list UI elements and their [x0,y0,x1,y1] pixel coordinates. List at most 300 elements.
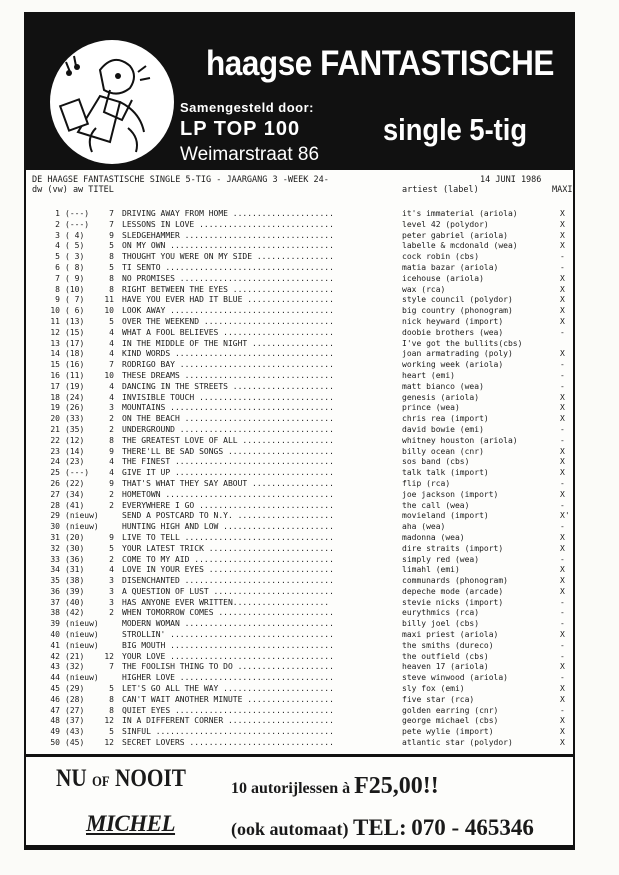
chart-entry [32,349,572,360]
previous-position: (28) [65,694,85,704]
song-title: A QUESTION OF LUST ......................... [122,586,334,596]
song-title: GIVE IT UP ................................. [122,468,334,478]
maxi-flag: X [560,586,565,596]
previous-position: (nieuw) [65,619,99,629]
artist-label: aha (wea) [402,522,446,532]
song-title: TI SENTO ................................... [122,262,334,272]
weeks: 4 [109,565,114,575]
maxi-flag: X [560,316,565,326]
song-title: LOOK AWAY .................................. [122,306,334,316]
artist-label: atlantic star (polydor) [402,738,513,748]
column-headers: dw (vw) aw TITEL [32,185,114,195]
artist-label: sly fox (emi) [402,684,465,694]
chart-entry [32,662,572,673]
position: 39 [50,619,60,629]
chart-entry [32,673,572,684]
song-title: STROLLIN' .................................. [122,630,334,640]
song-title: SECRET LOVERS .............................. [122,738,334,748]
maxi-flag: - [560,640,565,650]
ad-lessons-count: 10 [231,780,247,797]
ad-headline [56,765,186,793]
position: 10 [50,306,60,316]
position: 48 [50,716,60,726]
weeks: 2 [109,608,114,618]
position: 30 [50,522,60,532]
maxi-flag: - [560,608,565,618]
artist-label: labelle & mcdonald (wea) [402,241,518,251]
position: 31 [50,532,60,542]
artist-label: stevie nicks (import) [402,597,504,607]
maxi-flag: - [560,673,565,683]
song-title: HOMETOWN ................................... [122,489,334,499]
song-title: QUIET EYES ................................. [122,705,334,715]
song-title: KIND WORDS ................................. [122,349,334,359]
previous-position: (32) [65,662,85,672]
weeks: 5 [109,543,114,553]
song-title: IN THE MIDDLE OF THE NIGHT ................. [122,338,334,348]
previous-position: (43) [65,727,85,737]
previous-position: (42) [65,608,85,618]
previous-position: (31) [65,565,85,575]
previous-position: ( 5) [65,241,85,251]
song-title: OVER THE WEEKEND ........................... [122,316,334,326]
page-subtitle: single 5-tig [383,112,528,147]
previous-position: (nieuw) [65,673,99,683]
weeks: 3 [109,597,114,607]
chart-meta [32,175,573,195]
song-title: HAVE YOU EVER HAD IT BLUE .................. [122,295,334,305]
maxi-flag: X [560,630,565,640]
edition-date: 14 JUNI 1986 [480,175,542,185]
previous-position: (---) [65,209,90,218]
previous-position: (21) [65,651,85,661]
previous-position: (20) [65,532,85,542]
weeks: 10 [104,370,114,380]
artist-label: doobie brothers (wea) [402,327,504,337]
position: 47 [50,705,60,715]
ad-price: F25,00!! [354,773,439,799]
artist-label: level 42 (polydor) [402,219,489,229]
ad-automatic: (ook automaat) [231,819,349,839]
position: 46 [50,694,60,704]
weeks: 8 [109,694,114,704]
maxi-flag: - [560,262,565,272]
weeks: 9 [109,230,114,240]
chart-entry [32,371,572,382]
chart-entry [32,231,572,242]
chart-entry [32,263,572,274]
previous-position: (36) [65,554,85,564]
weeks: 2 [109,414,114,424]
chart-entry [32,587,572,598]
position: 33 [50,554,60,564]
song-title: YOUR LATEST TRICK .......................... [122,543,334,553]
position: 13 [50,338,60,348]
previous-position: (nieuw) [65,522,99,532]
maxi-flag: X [560,727,565,737]
ad-now: NU [56,765,87,792]
previous-position: (15) [65,327,85,337]
position: 21 [50,424,60,434]
page-title: haagse FANTASTISCHE [206,44,554,83]
song-title: THOUGHT YOU WERE ON MY SIDE ................ [122,252,334,262]
position: 3 [55,230,60,240]
previous-position: (45) [65,738,85,748]
artist-label: genesis (ariola) [402,392,480,402]
ad-or: OF [92,774,110,790]
position: 26 [50,478,60,488]
chart-entry [32,522,572,533]
chart-entry [32,684,572,695]
artist-label: depeche mode (arcade) [402,586,504,596]
chart-entry [32,285,572,296]
song-title: SLEDGEHAMMER ............................... [122,230,334,240]
weeks: 7 [109,219,114,229]
song-title: MODERN WOMAN ............................... [122,619,334,629]
song-title: RIGHT BETWEEN THE EYES ..................... [122,284,334,294]
weeks: 12 [104,651,114,661]
position: 9 [55,295,60,305]
previous-position: ( 8) [65,262,85,272]
weeks: 8 [109,435,114,445]
previous-position: (41) [65,500,85,510]
weeks: 9 [109,532,114,542]
maxi-flag: - [560,554,565,564]
maxi-flag: - [560,500,565,510]
chart-entry [32,630,572,641]
position: 7 [55,273,60,283]
previous-position: (14) [65,446,85,456]
song-title: THESE DREAMS ............................... [122,370,334,380]
previous-position: (10) [65,284,85,294]
chart-entry [32,252,572,263]
song-title: HUNTING HIGH AND LOW ....................... [122,522,334,532]
source-name: LP TOP 100 [180,118,301,140]
chart-entry [32,295,572,306]
maxi-flag: X [560,446,565,456]
song-title: DISENCHANTED ............................... [122,576,334,586]
song-title: DRIVING AWAY FROM HOME ..................... [122,209,334,218]
chart-entry [32,306,572,317]
previous-position: ( 6) [65,306,85,316]
chart-entry [32,608,572,619]
song-title: CAN'T WAIT ANOTHER MINUTE .................. [122,694,334,704]
song-title: RODRIGO BAY ................................ [122,360,334,370]
weeks: 12 [104,716,114,726]
song-title: THERE'LL BE SAD SONGS ...................... [122,446,334,456]
position: 24 [50,457,60,467]
artist-label: style council (polydor) [402,295,513,305]
chart-entry [32,738,572,749]
weeks: 4 [109,381,114,391]
previous-position: (nieuw) [65,511,99,521]
position: 22 [50,435,60,445]
maxi-flag: - [560,705,565,715]
song-title: LET'S GO ALL THE WAY ....................... [122,684,334,694]
previous-position: ( 3) [65,252,85,262]
maxi-flag: X [560,230,565,240]
song-title: DANCING IN THE STREETS ..................... [122,381,334,391]
position: 2 [55,219,60,229]
maxi-flag: X [560,295,565,305]
song-title: LIVE TO TELL ............................... [122,532,334,542]
position: 44 [50,673,60,683]
maxi-flag: - [560,522,565,532]
position: 15 [50,360,60,370]
position: 14 [50,349,60,359]
song-title: SINFUL ..................................... [122,727,334,737]
source-address: Weimarstraat 86 [180,144,320,165]
previous-position: (23) [65,457,85,467]
artist-label: heart (emi) [402,370,455,380]
weeks: 3 [109,576,114,586]
chart-entry [32,339,572,350]
position: 17 [50,381,60,391]
artist-label: steve winwood (ariola) [402,673,508,683]
song-title: THAT'S WHAT THEY SAY ABOUT ................. [122,478,334,488]
song-title: THE FINEST ................................. [122,457,334,467]
position: 37 [50,597,60,607]
song-title: BIG MOUTH .................................. [122,640,334,650]
previous-position: (39) [65,586,85,596]
previous-position: (35) [65,424,85,434]
ad-school-name: MICHEL [86,811,176,836]
song-title: INVISIBLE TOUCH ............................ [122,392,334,402]
previous-position: (29) [65,684,85,694]
chart-entry [32,241,572,252]
maxi-flag: - [560,435,565,445]
edition-line: DE HAAGSE FANTASTISCHE SINGLE 5-TIG - JAARGANG 3 -WEEK 24- [32,175,329,185]
weeks: 3 [109,403,114,413]
chart-entry [32,328,572,339]
artist-label: joan armatrading (poly) [402,349,513,359]
position: 49 [50,727,60,737]
weeks: 4 [109,327,114,337]
chart-entry [32,393,572,404]
weeks: 10 [104,306,114,316]
previous-position: ( 7) [65,295,85,305]
position: 38 [50,608,60,618]
maxi-flag: - [560,381,565,391]
chart-entry [32,619,572,630]
chart-entry [32,447,572,458]
previous-position: (40) [65,597,85,607]
chart-entry [32,403,572,414]
artist-label: sos band (cbs) [402,457,470,467]
position: 50 [50,738,60,748]
maxi-flag: - [560,478,565,488]
mascot-illustration [40,32,180,172]
artist-label: golden earring (cnr) [402,705,499,715]
weeks: 9 [109,478,114,488]
compiled-by-label: Samengesteld door: [180,100,314,115]
chart-entry [32,360,572,371]
position: 19 [50,403,60,413]
weeks: 4 [109,338,114,348]
artist-label: heaven 17 (ariola) [402,662,489,672]
weeks: 2 [109,489,114,499]
position: 28 [50,500,60,510]
maxi-flag: X [560,209,565,218]
artist-label: simply red (wea) [402,554,480,564]
song-title: EVERYWHERE I GO ............................ [122,500,334,510]
weeks: 2 [109,424,114,434]
maxi-flag: X [560,565,565,575]
position: 12 [50,327,60,337]
previous-position: (34) [65,489,85,499]
previous-position: ( 9) [65,273,85,283]
weeks: 7 [109,209,114,218]
artist-label: icehouse (ariola) [402,273,484,283]
maxi-flag: X [560,684,565,694]
chart-entry [32,641,572,652]
chart-entry [32,382,572,393]
artist-label: billy joel (cbs) [402,619,480,629]
chart-entry [32,425,572,436]
chart-entry [32,695,572,706]
artist-label: the smiths (dureco) [402,640,494,650]
weeks: 5 [109,727,114,737]
artist-column-header: artiest (label) [402,185,479,195]
weeks: 7 [109,662,114,672]
position: 35 [50,576,60,586]
position: 43 [50,662,60,672]
maxi-flag: X [560,414,565,424]
previous-position: (nieuw) [65,640,99,650]
maxi-flag: X [560,392,565,402]
artist-label: david bowie (emi) [402,424,484,434]
chart-entry [32,565,572,576]
weeks: 5 [109,684,114,694]
song-title: SEND A POSTCARD TO N.Y. .................... [122,511,334,521]
maxi-flag: X [560,284,565,294]
chart-entry [32,414,572,425]
weeks: 3 [109,586,114,596]
previous-position: (19) [65,381,85,391]
previous-position: (30) [65,543,85,553]
weeks: 12 [104,738,114,748]
song-title: COME TO MY AID ............................. [122,554,334,564]
chart-entry [32,501,572,512]
maxi-flag: X [560,662,565,672]
maxi-flag: X [560,349,565,359]
position: 8 [55,284,60,294]
previous-position: (26) [65,403,85,413]
song-title: ON MY OWN .................................. [122,241,334,251]
weeks: 8 [109,273,114,283]
artist-label: matt bianco (wea) [402,381,484,391]
weeks: 8 [109,284,114,294]
chart-entry [32,274,572,285]
position: 23 [50,446,60,456]
position: 42 [50,651,60,661]
position: 5 [55,252,60,262]
position: 18 [50,392,60,402]
artist-label: movieland (import) [402,511,489,521]
artist-label: five star (rca) [402,694,475,704]
position: 25 [50,468,60,478]
artist-label: peter gabriel (ariola) [402,230,508,240]
weeks: 5 [109,241,114,251]
chart-list [32,209,572,749]
weeks: 5 [109,316,114,326]
artist-label: cock robin (cbs) [402,252,480,262]
song-title: LESSONS IN LOVE ............................ [122,219,334,229]
weeks: 5 [109,262,114,272]
previous-position: ( 4) [65,230,85,240]
previous-position: (18) [65,349,85,359]
maxi-flag: X [560,738,565,748]
maxi-flag: X [560,306,565,316]
song-title: IN A DIFFERENT CORNER ...................... [122,716,334,726]
song-title: ON THE BEACH ............................... [122,414,334,424]
chart-entry [32,468,572,479]
artist-label: prince (wea) [402,403,460,413]
position: 16 [50,370,60,380]
artist-label: nick heyward (import) [402,316,504,326]
chart-entry [32,317,572,328]
chart-entry [32,544,572,555]
artist-label: madonna (wea) [402,532,465,542]
position: 36 [50,586,60,596]
maxi-flag: X [560,543,565,553]
artist-label: billy ocean (cnr) [402,446,484,456]
position: 34 [50,565,60,575]
chart-entry [32,706,572,717]
weeks: 4 [109,457,114,467]
artist-label: the call (wea) [402,500,470,510]
artist-label: the outfield (cbs) [402,651,489,661]
chart-entry [32,479,572,490]
chart-entry [32,511,572,522]
maxi-flag: X [560,219,565,229]
artist-label: working week (ariola) [402,360,504,370]
maxi-flag: X [560,532,565,542]
chart-entry [32,652,572,663]
chart-entry [32,457,572,468]
position: 41 [50,640,60,650]
ad-never: NOOIT [115,765,186,792]
maxi-flag: - [560,360,565,370]
artist-label: limahl (emi) [402,565,460,575]
artist-label: chris rea (import) [402,414,489,424]
maxi-flag: X [560,403,565,413]
previous-position: (22) [65,478,85,488]
chart-entry [32,576,572,587]
maxi-flag: - [560,651,565,661]
position: 32 [50,543,60,553]
maxi-flag: X' [560,511,570,521]
ad-tel-label: TEL: [353,815,407,840]
artist-label: it's immaterial (ariola) [402,209,518,218]
artist-label: flip (rca) [402,478,451,488]
chart-entry [32,716,572,727]
maxi-flag: - [560,619,565,629]
position: 27 [50,489,60,499]
ad-offer [231,773,439,800]
position: 29 [50,511,60,521]
chart-entry [32,598,572,609]
weeks: 4 [109,392,114,402]
maxi-flag: - [560,424,565,434]
artist-label: I've got the bullits(cbs) [402,338,523,348]
weeks: 9 [109,446,114,456]
ad-lessons-text: autorijlessen [251,780,339,797]
chart-entry [32,436,572,447]
song-title: HIGHER LOVE ................................ [122,673,334,683]
position: 20 [50,414,60,424]
song-title: UNDERGROUND ................................ [122,424,334,434]
